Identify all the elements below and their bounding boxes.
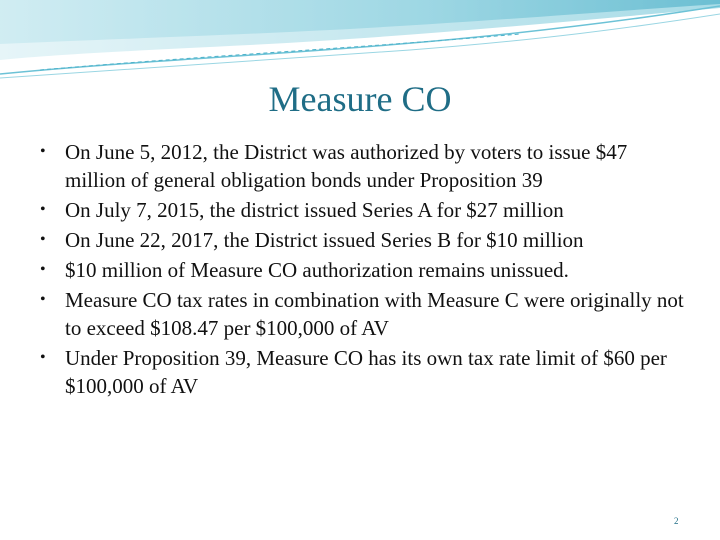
bullet-item: [40, 286, 690, 342]
slide-title: Measure CO: [268, 79, 452, 119]
bullet-icon: •: [40, 291, 46, 308]
header-wave-decoration: [0, 0, 720, 90]
bullet-text: On June 22, 2017, the District issued Series B for $10 million: [65, 228, 584, 252]
bullet-icon: •: [40, 261, 46, 278]
bullet-text: $10 million of Measure CO authorization remains unissued.: [65, 258, 569, 282]
bullet-icon: •: [40, 143, 46, 160]
bullet-text: On July 7, 2015, the district issued Series A for $27 million: [65, 198, 564, 222]
bullet-item: [40, 226, 690, 254]
bullet-item: [40, 196, 690, 224]
bullet-item: [40, 138, 690, 194]
bullet-icon: •: [40, 231, 46, 248]
bullet-text: Measure CO tax rates in combination with Measure C were originally not to exceed $108.47 per $100,000 of AV: [65, 288, 684, 340]
bullet-item: [40, 256, 690, 284]
bullet-icon: •: [40, 349, 46, 366]
bullet-list: [40, 138, 690, 402]
bullet-item: [40, 344, 690, 400]
page-number: 2: [674, 516, 679, 526]
bullet-text: On June 5, 2012, the District was authorized by voters to issue $47 million of general obligation bonds under Proposition 39: [65, 140, 628, 192]
bullet-icon: •: [40, 201, 46, 218]
bullet-text: Under Proposition 39, Measure CO has its own tax rate limit of $60 per $100,000 of AV: [65, 346, 667, 398]
